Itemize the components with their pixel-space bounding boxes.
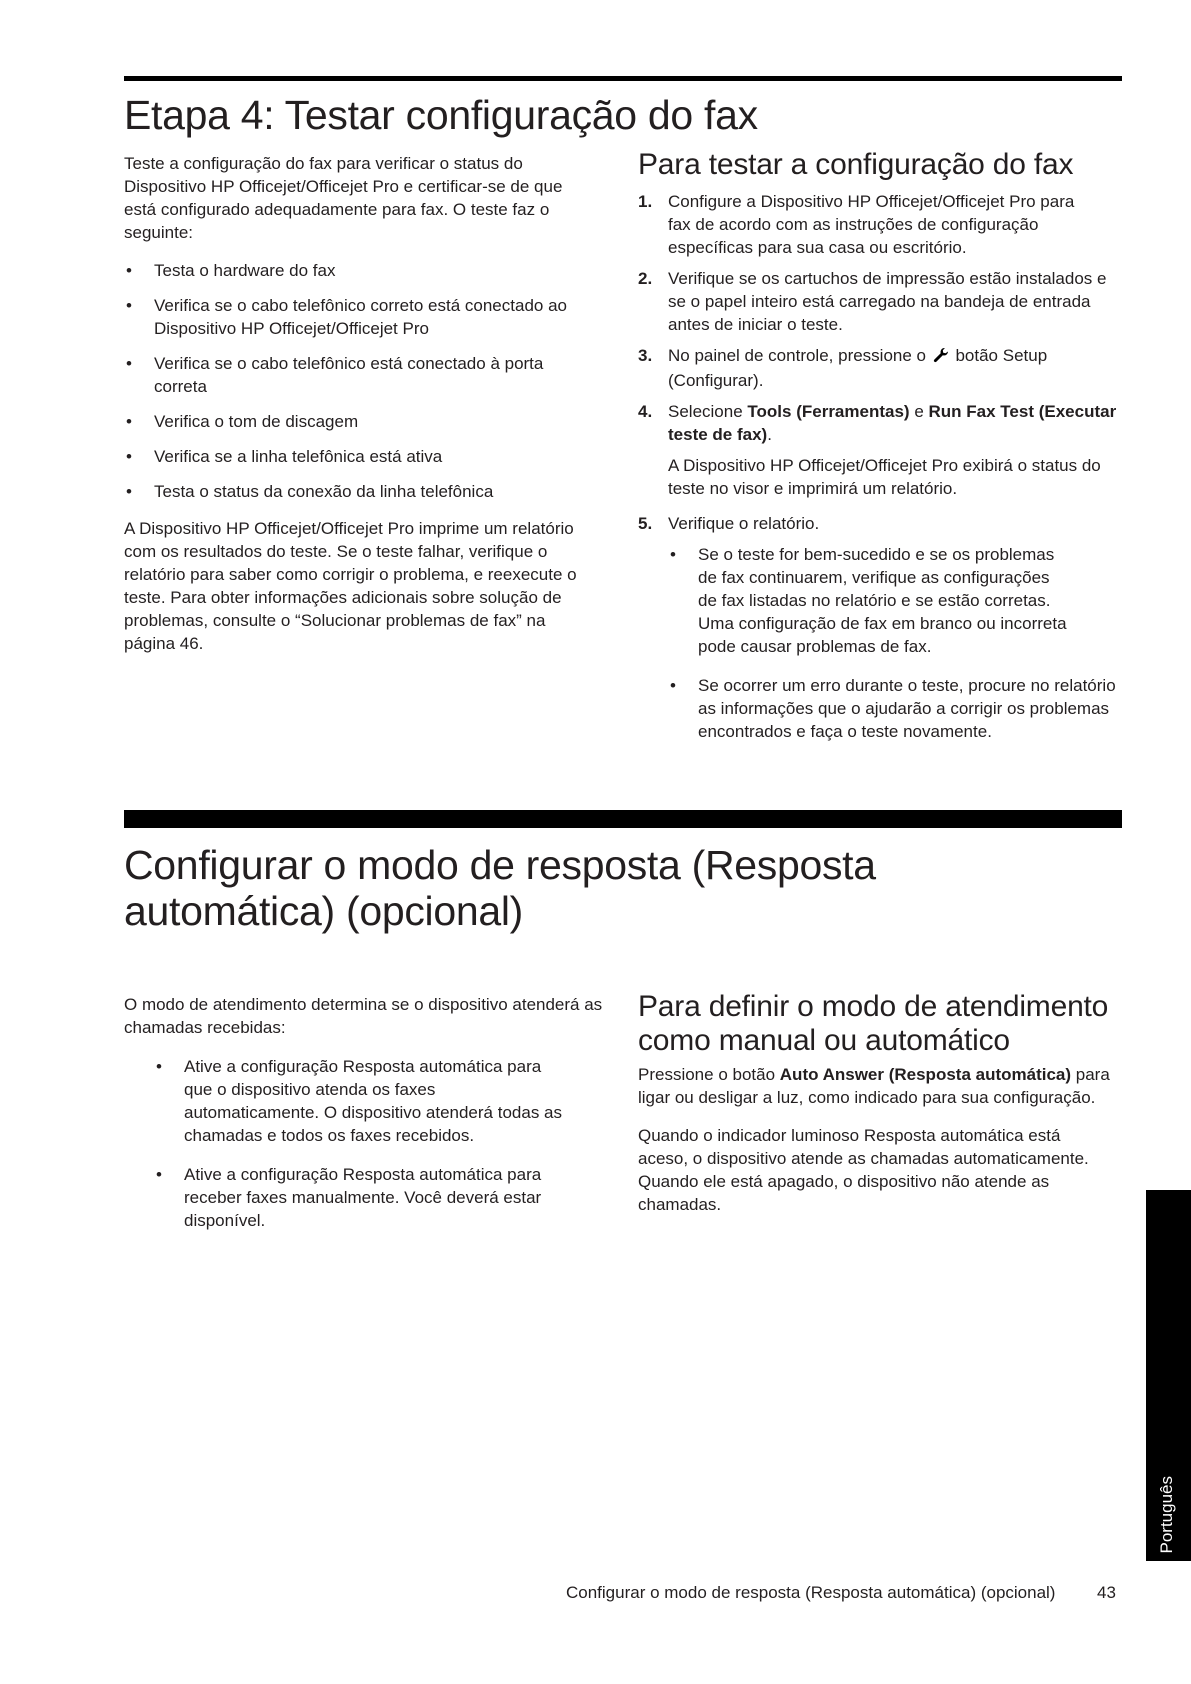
procedure-heading: Para definir o modo de atendimento como manual ou automático: [638, 990, 1109, 1057]
steps-list: [638, 190, 1118, 743]
language-label: Português: [1157, 1475, 1176, 1553]
step-text: Verifique se os cartuchos de impressão estão instalados e se o papel inteiro está carregado na bandeja de entrada antes de iniciar o teste.: [668, 268, 1107, 334]
intro-paragraph: Teste a configuração do fax para verificar o status do Dispositivo HP Officejet/Officejet Pro e certificar-se de que está configurado adequadamente para fax. O teste faz o seguinte:: [124, 154, 563, 242]
step-item: [638, 512, 1118, 743]
step-item: [638, 190, 1098, 259]
procedure-heading: Para testar a configuração do fax: [638, 148, 1074, 181]
page-number: 43: [1097, 1583, 1116, 1602]
step-number: 1.: [638, 191, 653, 211]
step-text: Selecione: [668, 401, 743, 421]
list-item: • Ative a configuração Resposta automática para que o dispositivo atenda os faxes automaticamente. O dispositivo atenderá todas as chamadas e todos os faxes recebidos.: [154, 1055, 574, 1147]
section2-right-column: [638, 990, 1128, 1216]
answer-options-list: [154, 1055, 574, 1232]
list-item: • Verifica se o cabo telefônico correto está conectado ao Dispositivo HP Officejet/Officejet Pro: [124, 294, 604, 340]
section-title-answer-mode: Configurar o modo de resposta (Resposta automática) (opcional): [124, 842, 876, 935]
list-item: • Testa o hardware do fax: [124, 259, 604, 282]
list-item: • Verifica o tom de discagem: [124, 410, 604, 433]
menu-label: Tools (Ferramentas): [747, 401, 910, 421]
button-label: Auto Answer (Resposta automática): [779, 1065, 1072, 1085]
list-item: • Se ocorrer um erro durante o teste, procure no relatório as informações que o ajudarão a corrigir os problemas encontrados e faça o teste novamente.: [668, 674, 1118, 743]
list-item: • Testa o status da conexão da linha telefônica: [124, 480, 604, 503]
step-number: 2.: [638, 268, 653, 288]
section2-left-column: [124, 993, 604, 1232]
step-text: .: [767, 424, 772, 444]
step-number: 5.: [638, 513, 653, 533]
step-text: botão Setup (Configurar).: [668, 345, 1048, 390]
procedure-paragraph: Quando o indicador luminoso Resposta automática está aceso, o dispositivo atende as chamadas automaticamente. Quando ele está apagado, o dispositivo não atende as chamadas.: [638, 1126, 1089, 1215]
section-title-test-fax: Etapa 4: Testar configuração do fax: [124, 92, 758, 138]
step-item: [638, 267, 1108, 336]
footer-running-title: Configurar o modo de resposta (Resposta automática) (opcional): [566, 1583, 1056, 1602]
closing-paragraph: A Dispositivo HP Officejet/Officejet Pro imprime um relatório com os resultados do teste. Se o teste falhar, verifique o relatório para saber como corrigir o problema, e reexecute o teste. Para obter informações adicionais sobre solução de problemas, consulte o “Solucionar problemas de fax” na página 46.: [124, 519, 577, 653]
sub-bullet-list: [668, 543, 1116, 743]
step-text: Verifique o relatório.: [668, 513, 820, 533]
test-checks-list: [124, 259, 604, 503]
menu-label: Run Fax Test (Executar teste de fax): [668, 401, 1117, 444]
text: para ligar ou desligar a luz, como indicado para sua configuração.: [638, 1065, 1110, 1108]
step-number: 4.: [638, 401, 653, 421]
procedure-paragraph: [638, 1063, 1128, 1109]
step-text: No painel de controle, pressione o: [668, 345, 926, 365]
section-divider: [124, 810, 1122, 828]
step-note: A Dispositivo HP Officejet/Officejet Pro exibirá o status do teste no visor e imprimirá um relatório.: [668, 455, 1101, 498]
list-item: • Ative a configuração Resposta automática para receber faxes manualmente. Você deverá estar disponível.: [154, 1163, 564, 1232]
step-item: [638, 400, 1118, 500]
step-text: e: [914, 401, 924, 421]
text: Pressione o botão: [638, 1065, 776, 1085]
step-item: [638, 344, 1088, 392]
step-number: 3.: [638, 345, 653, 365]
wrench-icon: [933, 346, 949, 369]
section1-left-column: [124, 152, 604, 655]
section1-right-column: [638, 148, 1118, 743]
language-tab: [1146, 1190, 1191, 1561]
list-item: • Verifica se o cabo telefônico está conectado à porta correta: [124, 352, 574, 398]
list-item: • Se o teste for bem-sucedido e se os problemas de fax continuarem, verifique as configurações de fax listadas no relatório e se estão corretas. Uma configuração de fax em branco ou incorreta pode causar problemas de fax.: [668, 543, 1068, 658]
intro-paragraph: O modo de atendimento determina se o dispositivo atenderá as chamadas recebidas:: [124, 995, 603, 1037]
list-item: • Verifica se a linha telefônica está ativa: [124, 445, 604, 468]
step-text: Configure a Dispositivo HP Officejet/Officejet Pro para fax de acordo com as instruções de configuração específicas para sua casa ou escritório.: [668, 191, 1075, 257]
top-rule: [124, 76, 1122, 81]
